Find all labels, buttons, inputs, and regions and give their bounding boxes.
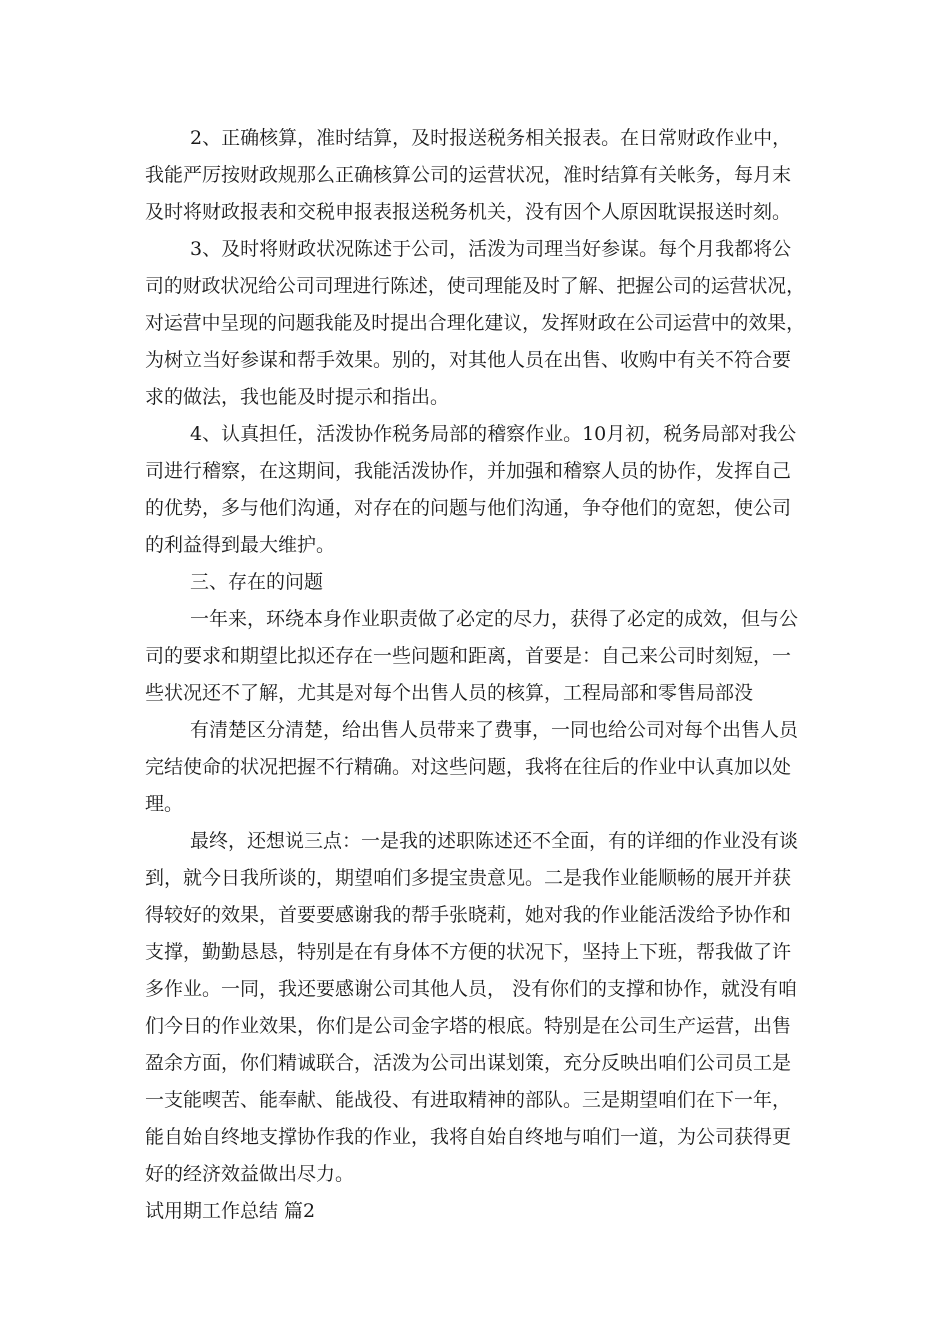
para-problems-line-4: 有清楚区分清楚，给出售人员带来了费事，一同也给公司对每个出售人员 — [190, 719, 799, 741]
para-2-line-3: 及时将财政报表和交税申报表报送税务机关，没有因个人原因耽误报送时刻。 — [145, 201, 792, 223]
article-heading: 试用期工作总结 篇2 — [145, 1200, 316, 1222]
para-3-line-2: 司的财政状况给公司司理进行陈述，使司理能及时了解、把握公司的运营状况， — [145, 275, 806, 297]
para-final-line-7: 盈余方面，你们精诚联合，活泼为公司出谋划策，充分反映出咱们公司员工是 — [145, 1052, 792, 1074]
para-3-line-4: 为树立当好参谋和帮手效果。别的，对其他人员在出售、收购中有关不符合要 — [145, 349, 792, 371]
para-final-line-10: 好的经济效益做出尽力。 — [145, 1163, 355, 1185]
para-4-line-3: 的优势，多与他们沟通，对存在的问题与他们沟通，争夺他们的宽恕，使公司 — [145, 497, 792, 519]
para-3-line-3: 对运营中呈现的问题我能及时提出合理化建议，发挥财政在公司运营中的效果， — [145, 312, 806, 334]
para-4-line-4: 的利益得到最大维护。 — [145, 534, 336, 556]
para-2-line-2: 我能严厉按财政规那么正确核算公司的运营状况，准时结算有关帐务，每月末 — [145, 164, 792, 186]
para-problems-line-1: 一年来，环绕本身作业职责做了必定的尽力，获得了必定的成效，但与公 — [190, 608, 799, 630]
para-4-line-2: 司进行稽察，在这期间，我能活泼协作，并加强和稽察人员的协作，发挥自己 — [145, 460, 792, 482]
para-final-line-8: 一支能喫苦、能奉献、能战役、有进取精神的部队。三是期望咱们在下一年， — [145, 1089, 792, 1111]
section-heading-problems: 三、存在的问题 — [190, 571, 324, 593]
para-problems-line-2: 司的要求和期望比拟还存在一些问题和距离，首要是：自己来公司时刻短，一 — [145, 645, 792, 667]
para-final-line-3: 得较好的效果，首要要感谢我的帮手张晓莉，她对我的作业能活泼给予协作和 — [145, 904, 792, 926]
para-final-line-9: 能自始自终地支撑协作我的作业，我将自始自终地与咱们一道，为公司获得更 — [145, 1126, 792, 1148]
para-final-line-5: 多作业。一同，我还要感谢公司其他人员， 没有你们的支撑和协作，就没有咱 — [145, 978, 798, 1000]
para-3-line-1: 3、及时将财政状况陈述于公司，活泼为司理当好参谋。每个月我都将公 — [190, 238, 792, 260]
para-final-line-4: 支撑，勤勤恳恳，特别是在有身体不方便的状况下，坚持上下班，帮我做了许 — [145, 941, 792, 963]
para-2-line-1: 2、正确核算，准时结算，及时报送税务相关报表。在日常财政作业中， — [190, 127, 792, 149]
para-final-line-2: 到，就今日我所谈的，期望咱们多提宝贵意见。二是我作业能顺畅的展开并获 — [145, 867, 792, 889]
para-problems-line-3: 些状况还不了解，尤其是对每个出售人员的核算，工程局部和零售局部没 — [145, 682, 754, 704]
para-4-line-1: 4、认真担任，活泼协作税务局部的稽察作业。10月初，税务局部对我公 — [190, 423, 797, 445]
para-3-line-5: 求的做法，我也能及时提示和指出。 — [145, 386, 450, 408]
para-problems-line-5: 完结使命的状况把握不行精确。对这些问题，我将在往后的作业中认真加以处 — [145, 756, 792, 778]
para-problems-line-6: 理。 — [145, 793, 184, 815]
para-final-line-6: 们今日的作业效果，你们是公司金字塔的根底。特别是在公司生产运营，出售 — [145, 1015, 792, 1037]
para-final-line-1: 最终，还想说三点：一是我的述职陈述还不全面，有的详细的作业没有谈 — [190, 830, 799, 852]
